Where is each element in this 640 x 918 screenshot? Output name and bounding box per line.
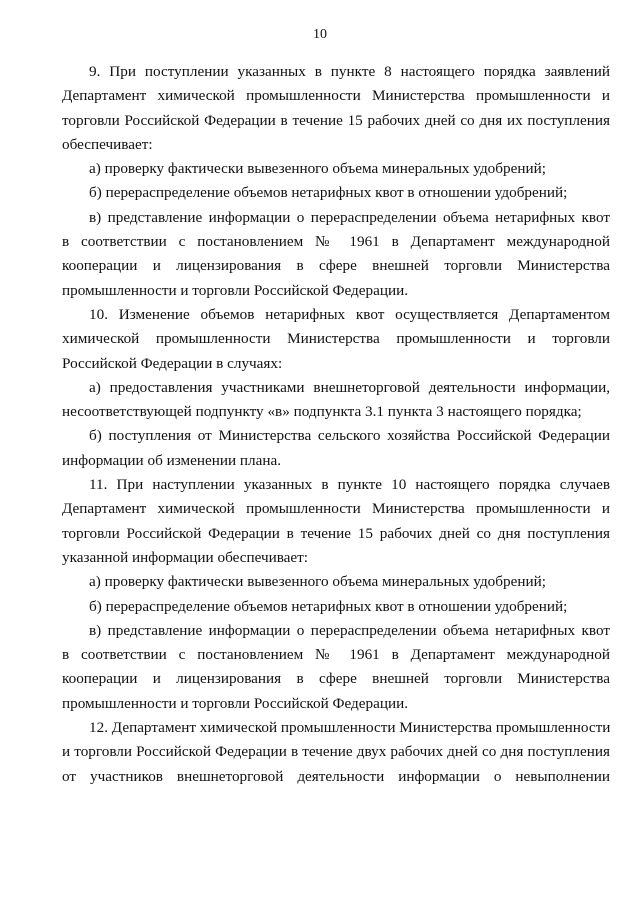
paragraph-p11 xyxy=(62,473,610,570)
paragraph-p11a xyxy=(62,570,610,594)
paragraph-p10a xyxy=(62,376,610,425)
text-line: кооперации и лицензирования в сфере внешней торговли Министерства xyxy=(62,670,610,688)
paragraph-p10 xyxy=(62,303,610,376)
text-line: а) проверку фактически вывезенного объема минеральных удобрений; xyxy=(89,573,546,591)
text-line: обеспечивает: xyxy=(62,135,153,153)
paragraph-p12 xyxy=(62,716,610,789)
text-line: кооперации и лицензирования в сфере внешней торговли Министерства xyxy=(62,257,610,275)
text-line: информации об изменении плана. xyxy=(62,451,282,469)
text-line: Департамент химической промышленности Министерства промышленности и xyxy=(62,87,610,105)
paragraph-p10b xyxy=(62,424,610,473)
text-line: промышленности и торговли Российской Федерации. xyxy=(62,281,409,299)
text-line: в) представление информации о перераспределении объема нетарифных квот xyxy=(89,208,610,226)
text-line: указанной информации обеспечивает: xyxy=(62,548,309,566)
text-line: в) представление информации о перераспределении объема нетарифных квот xyxy=(89,621,610,639)
text-line: а) предоставления участниками внешнеторговой деятельности информации, xyxy=(89,378,610,396)
text-line: б) перераспределение объемов нетарифных квот в отношении удобрений; xyxy=(89,597,568,615)
text-line: от участников внешнеторговой деятельности информации о невыполнении xyxy=(62,767,610,785)
text-line: в соответствии с постановлением № 1961 в Департамент международной xyxy=(62,233,610,251)
text-line: б) поступления от Министерства сельского хозяйства Российской Федерации xyxy=(89,427,610,445)
text-line: 9. При поступлении указанных в пункте 8 настоящего порядка заявлений xyxy=(89,63,610,80)
text-line: б) перераспределение объемов нетарифных квот в отношении удобрений; xyxy=(89,184,568,202)
paragraph-p9 xyxy=(62,60,610,157)
text-line: промышленности и торговли Российской Федерации. xyxy=(62,694,409,712)
paragraph-p11b xyxy=(62,595,610,619)
text-line: а) проверку фактически вывезенного объема минеральных удобрений; xyxy=(89,160,546,178)
text-line: торговли Российской Федерации в течение 15 рабочих дней со дня их поступления xyxy=(62,111,610,129)
text-line: 10. Изменение объемов нетарифных квот осуществляется Департаментом xyxy=(89,305,610,323)
text-line: Департамент химической промышленности Министерства промышленности и xyxy=(62,500,610,518)
text-line: в соответствии с постановлением № 1961 в Департамент международной xyxy=(62,646,610,664)
text-line: Российской Федерации в случаях: xyxy=(62,354,283,372)
paragraph-p9a xyxy=(62,157,610,181)
text-line: 11. При наступлении указанных в пункте 10 настоящего порядка случаев xyxy=(89,476,610,494)
text-line: химической промышленности Министерства промышленности и торговли xyxy=(62,330,610,348)
paragraph-p9c xyxy=(62,206,610,303)
text-line: и торговли Российской Федерации в течение двух рабочих дней со дня поступления xyxy=(62,743,610,761)
document-body xyxy=(62,60,610,789)
text-line: несоответствующей подпункту «в» подпункта 3.1 пункта 3 настоящего порядка; xyxy=(62,403,582,421)
paragraph-p11c xyxy=(62,619,610,716)
text-line: 12. Департамент химической промышленности Министерства промышленности xyxy=(89,719,611,737)
paragraph-p9b xyxy=(62,181,610,205)
text-line: торговли Российской Федерации в течение 15 рабочих дней со дня поступления xyxy=(62,524,610,542)
page-number: 10 xyxy=(313,27,327,42)
